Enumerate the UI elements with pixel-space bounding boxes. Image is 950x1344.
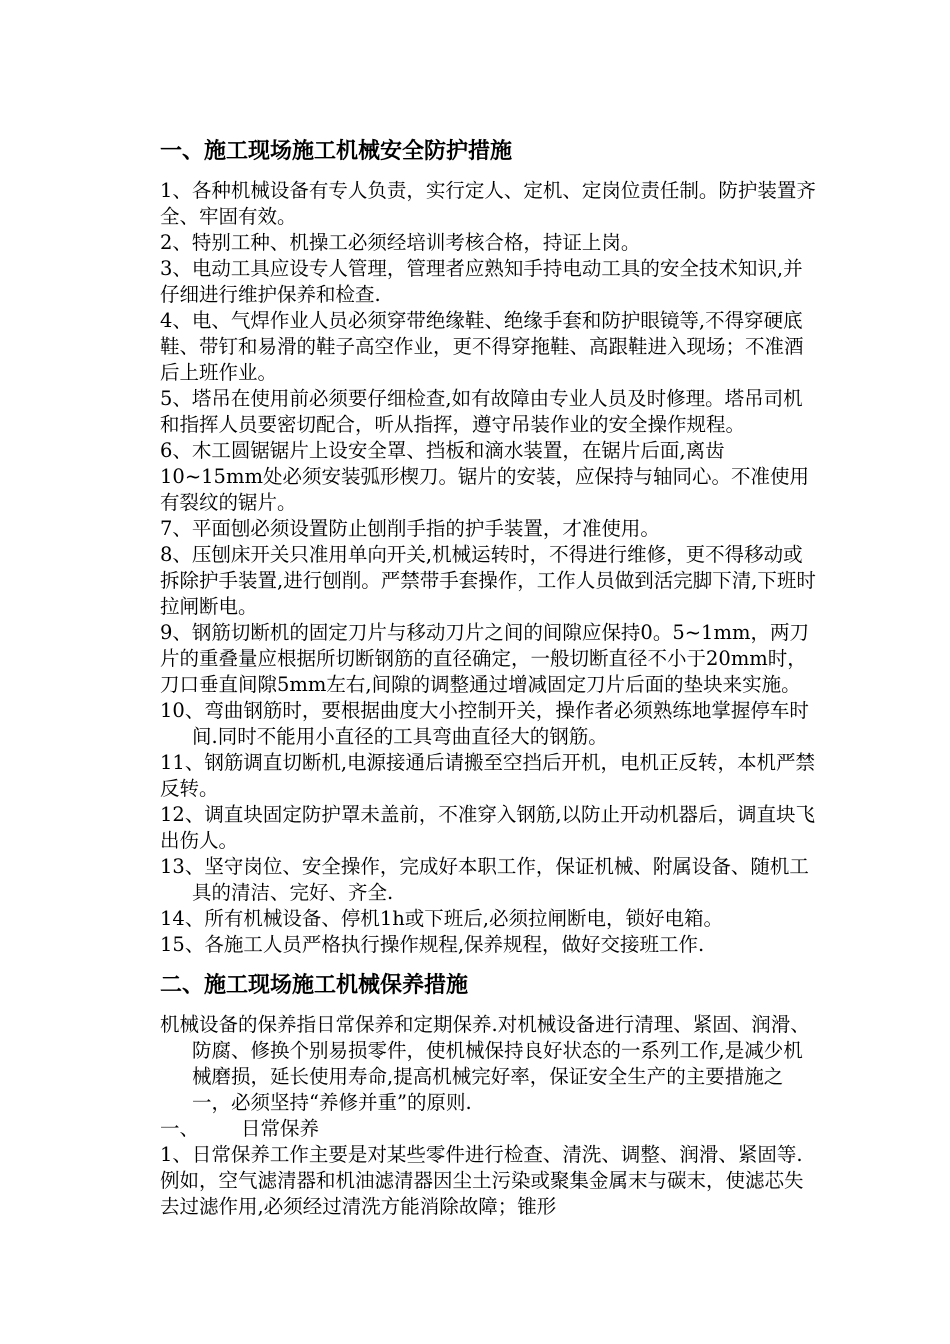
section-1-item-10: 10、弯曲钢筋时，要根据曲度大小控制开关，操作者必须熟练地掌握停车时间.同时不能用小直径的工具弯曲直径大的钢筋。: [160, 699, 809, 748]
section-1-item-5: 5、塔吊在使用前必须要仔细检查,如有故障由专业人员及时修理。塔吊司机和指挥人员要密切配合，听从指挥，遵守吊装作业的安全操作规程。: [160, 387, 803, 436]
section-1-item-8: 8、压刨床开关只准用单向开关,机械运转时，不得进行维修，更不得移动或拆除护手装置,进行刨削。严禁带手套操作，工作人员做到活完脚下清,下班时拉闸断电。: [160, 543, 816, 618]
document-page: [160, 130, 822, 1220]
section-2-subheading: [160, 1116, 822, 1142]
section-1-item-6: 6、木工圆锯锯片上设安全罩、挡板和滴水装置，在锯片后面,离齿10~15mm处必须安装弧形楔刀。锯片的安装，应保持与轴同心。不准使用有裂纹的锯片。: [160, 439, 809, 514]
section-1-item-1: 1、各种机械设备有专人负责，实行定人、定机、定岗位责任制。防护装置齐全、牢固有效。: [160, 179, 816, 228]
section-1-heading: 一、施工现场施工机械安全防护措施: [160, 139, 513, 164]
section-1-item-3: 3、电动工具应设专人管理，管理者应熟知手持电动工具的安全技术知识,并仔细进行维护保养和检查.: [160, 257, 803, 306]
section-1-item-9: 9、钢筋切断机的固定刀片与移动刀片之间的间隙应保持0。5~1mm，两刀片的重叠量应根据所切断钢筋的直径确定，一般切断直径不小于20mm时，刀口垂直间隙5mm左右,间隙的调整通过增减固定刀片后面的垫块来实施。: [160, 621, 809, 696]
section-1-item-4: 4、电、气焊作业人员必须穿带绝缘鞋、绝缘手套和防护眼镜等,不得穿硬底鞋、带钉和易滑的鞋子高空作业，更不得穿拖鞋、高跟鞋进入现场；不准酒后上班作业。: [160, 309, 804, 384]
section-1-item-14: 14、所有机械设备、停机1h或下班后,必须拉闸断电，锁好电箱。: [160, 907, 723, 930]
section-1-item-15: 15、各施工人员严格执行操作规程,保养规程，做好交接班工作.: [160, 933, 705, 956]
section-1-item-7: 7、平面刨必须设置防止刨削手指的护手装置，才准使用。: [160, 517, 660, 540]
section-2-item-1: 1、日常保养工作主要是对某些零件进行检查、清洗、调整、润滑、紧固等.例如，空气滤清器和机油滤清器因尘土污染或聚集金属末与碳末，使滤芯失去过滤作用,必须经过清洗方能消除故障；锥形: [160, 1143, 804, 1218]
subheading-title: 日常保养: [241, 1117, 320, 1140]
section-1-item-12: 12、调直块固定防护罩未盖前，不准穿入钢筋,以防止开动机器后，调直块飞出伤人。: [160, 803, 816, 852]
section-2-heading: 二、施工现场施工机械保养措施: [160, 973, 469, 998]
section-1-item-2: 2、特别工种、机操工必须经培训考核合格，持证上岗。: [160, 231, 641, 254]
subheading-number: 一、: [160, 1117, 200, 1140]
section-1-item-11: 11、钢筋调直切断机,电源接通后请搬至空挡后开机，电机正反转，本机严禁反转。: [160, 751, 816, 800]
section-1-item-13: 13、坚守岗位、安全操作，完成好本职工作，保证机械、附属设备、随机工具的清洁、完好、齐全.: [160, 855, 809, 904]
section-2-intro: 机械设备的保养指日常保养和定期保养.对机械设备进行清理、紧固、润滑、防腐、修换个别易损零件，使机械保持良好状态的一系列工作,是减少机械磨损，延长使用寿命,提高机械完好率，保证安全生产的主要措施之一，必须坚持“养修并重”的原则.: [160, 1013, 810, 1114]
